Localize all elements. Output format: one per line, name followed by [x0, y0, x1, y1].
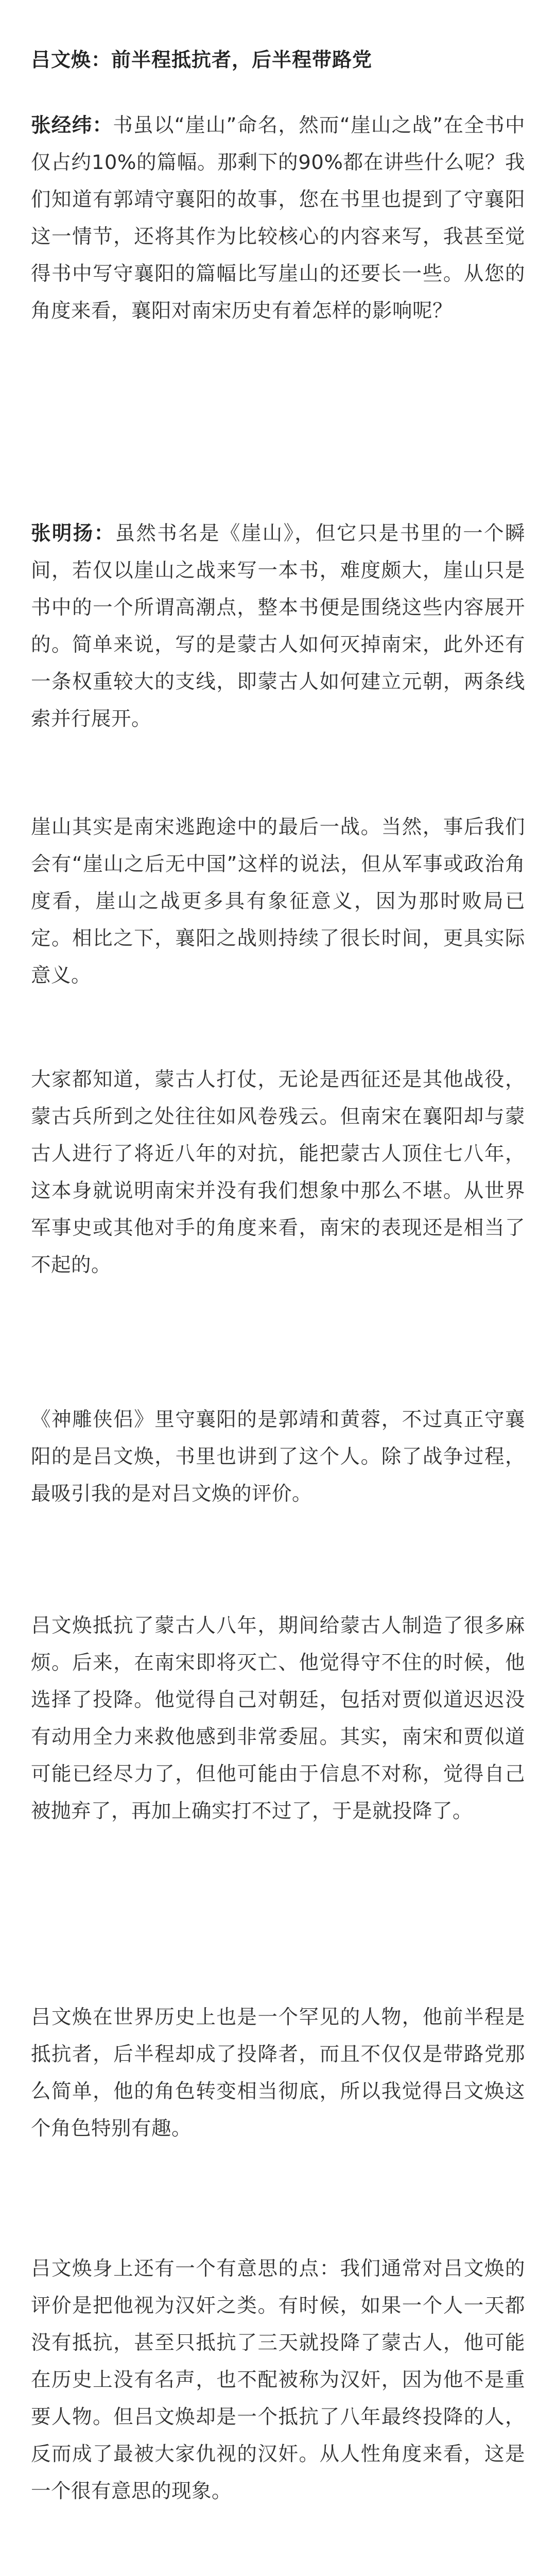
paragraph-text: 崖山其实是南宋逃跑途中的最后一战。当然，事后我们会有“崖山之后无中国”这样的说法，但从军事或政治角度看，崖山之战更多具有象征意义，因为那时败局已定。相比之下，襄阳之战则持续了很长时间，更具实际意义。: [31, 816, 525, 987]
paragraph-text: 吕文焕抵抗了蒙古人八年，期间给蒙古人制造了很多麻烦。后来，在南宋即将灭亡、他觉得守不住的时候，他选择了投降。他觉得自己对朝廷，包括对贾似道迟迟没有动用全力来救他感到非常委屈。其实，南宋和贾似道可能已经尽力了，但他可能由于信息不对称，觉得自己被抛弃了，再加上确实打不过了，于是就投降了。: [31, 1614, 525, 1823]
paragraph-8: [31, 2250, 525, 2510]
speaker-label: 张经纬：: [31, 114, 113, 137]
paragraph-5: [31, 1401, 525, 1513]
paragraph-text: 虽然书名是《崖山》，但它只是书里的一个瞬间，若仅以崖山之战来写一本书，难度颇大，崖山只是书中的一个所谓高潮点，整本书便是围绕这些内容展开的。简单来说，写的是蒙古人如何灭掉南宋，此外还有一条权重较大的支线，即蒙古人如何建立元朝，两条线索并行展开。: [31, 522, 525, 731]
paragraph-3: [31, 809, 525, 994]
paragraph-7: [31, 1999, 525, 2147]
paragraph-1: [31, 107, 525, 330]
paragraph-text: 吕文焕身上还有一个有意思的点：我们通常对吕文焕的评价是把他视为汉奸之类。有时候，如果一个人一天都没有抵抗，甚至只抵抗了三天就投降了蒙古人，他可能在历史上没有名声，也不配被称为汉奸，因为他不是重要人物。但吕文焕却是一个抵抗了八年最终投降的人，反而成了最被大家仇视的汉奸。从人性角度来看，这是一个很有意思的现象。: [31, 2257, 525, 2503]
paragraph-text: 《神雕侠侣》里守襄阳的是郭靖和黄蓉，不过真正守襄阳的是吕文焕，书里也讲到了这个人。除了战争过程，最吸引我的是对吕文焕的评价。: [31, 1408, 525, 1505]
speaker-label: 张明扬：: [31, 522, 115, 545]
paragraph-6: [31, 1607, 525, 1830]
article-title: 吕文焕：前半程抵抗者，后半程带路党: [31, 48, 373, 71]
paragraph-text: 大家都知道，蒙古人打仗，无论是西征还是其他战役，蒙古兵所到之处往往如风卷残云。但南宋在襄阳却与蒙古人进行了将近八年的对抗，能把蒙古人顶住七八年，这本身就说明南宋并没有我们想象中那么不堪。从世界军事史或其他对手的角度来看，南宋的表现还是相当了不起的。: [31, 1068, 525, 1277]
paragraph-text: 吕文焕在世界历史上也是一个罕见的人物，他前半程是抵抗者，后半程却成了投降者，而且不仅仅是带路党那么简单，他的角色转变相当彻底，所以我觉得吕文焕这个角色特别有趣。: [31, 2006, 525, 2140]
paragraph-text: 书虽以“崖山”命名，然而“崖山之战”在全书中仅占约10%的篇幅。那剩下的90%都在讲些什么呢？我们知道有郭靖守襄阳的故事，您在书里也提到了守襄阳这一情节，还将其作为比较核心的内容来写，我甚至觉得书中写守襄阳的篇幅比写崖山的还要长一些。从您的角度来看，襄阳对南宋历史有着怎样的影响呢？: [31, 114, 525, 323]
paragraph-2: [31, 515, 525, 738]
paragraph-4: [31, 1061, 525, 1284]
